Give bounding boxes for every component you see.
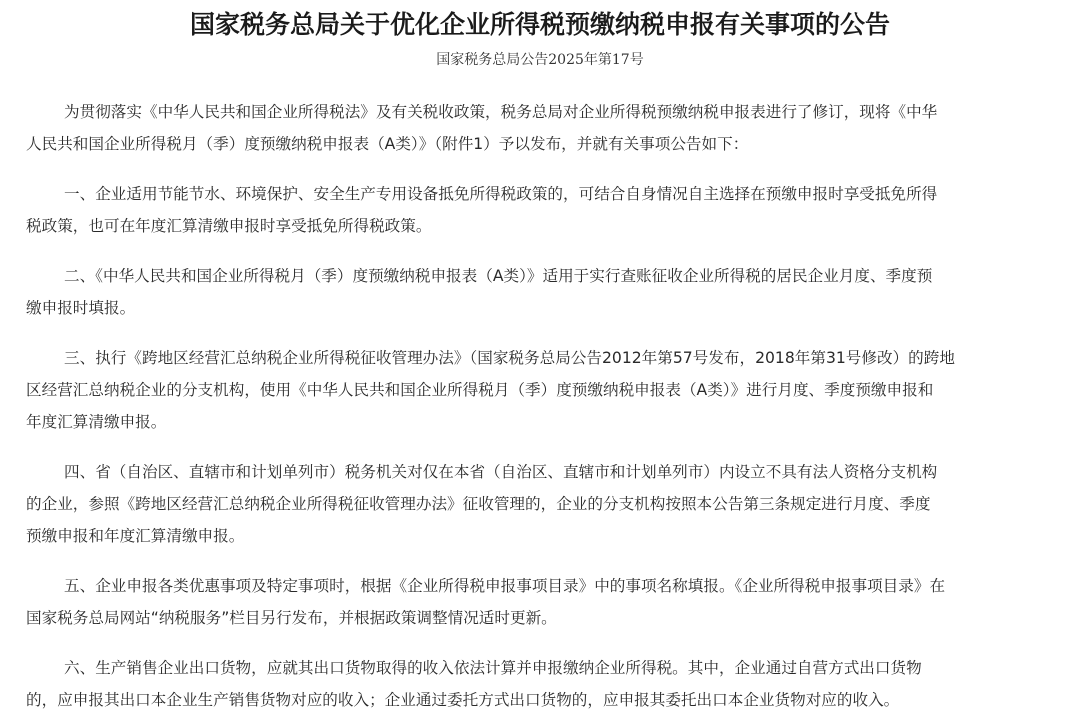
text-line: 税政策，也可在年度汇算清缴申报时享受抵免所得税政策。 — [26, 217, 432, 235]
text-line: 五、企业申报各类优惠事项及特定事项时，根据《企业所得税申报事项目录》中的事项名称填报。《企业所得税申报事项目录》在 — [64, 577, 946, 595]
paragraph-item-4 — [26, 456, 1056, 552]
paragraph-item-1 — [26, 178, 1056, 242]
text-line: 缴申报时填报。 — [26, 299, 136, 317]
text-line: 为贯彻落实《中华人民共和国企业所得税法》及有关税收政策，税务总局对企业所得税预缴纳税申报表进行了修订，现将《中华 — [64, 103, 938, 121]
text-line: 预缴申报和年度汇算清缴申报。 — [26, 527, 245, 545]
text-line: 六、生产销售企业出口货物，应就其出口货物取得的收入依法计算并申报缴纳企业所得税。其中，企业通过自营方式出口货物 — [64, 659, 922, 677]
text-line: 国家税务总局网站“纳税服务”栏目另行发布，并根据政策调整情况适时更新。 — [26, 609, 557, 627]
announcement-number: 国家税务总局公告2025年第17号 — [436, 52, 644, 68]
page-title: 国家税务总局关于优化企业所得税预缴纳税申报有关事项的公告 — [189, 10, 890, 39]
text-line: 四、省（自治区、直辖市和计划单列市）税务机关对仅在本省（自治区、直辖市和计划单列市）内设立不具有法人资格分支机构 — [64, 463, 938, 481]
text-line: 人民共和国企业所得税月（季）度预缴纳税申报表（A类）》（附件1）予以发布，并就有关事项公告如下： — [26, 135, 749, 153]
text-line: 的，应申报其出口本企业生产销售货物对应的收入；企业通过委托方式出口货物的，应申报其委托出口本企业货物对应的收入。 — [26, 691, 900, 709]
text-line: 二、《中华人民共和国企业所得税月（季）度预缴纳税申报表（A类）》适用于实行查账征收企业所得税的居民企业月度、季度预 — [64, 267, 933, 285]
text-line: 三、执行《跨地区经营汇总纳税企业所得税征收管理办法》（国家税务总局公告2012年第57号发布，2018年第31号修改）的跨地 — [64, 349, 955, 367]
text-line: 一、企业适用节能节水、环境保护、安全生产专用设备抵免所得税政策的，可结合自身情况自主选择在预缴申报时享受抵免所得 — [64, 185, 938, 203]
announcement-body — [26, 96, 1056, 715]
text-line: 年度汇算清缴申报。 — [26, 413, 167, 431]
paragraph-item-2 — [26, 260, 1056, 324]
paragraph-item-5 — [26, 570, 1056, 634]
paragraph-item-6 — [26, 652, 1056, 715]
paragraph-preamble — [26, 96, 1056, 160]
paragraph-item-3 — [26, 342, 1056, 438]
text-line: 区经营汇总纳税企业的分支机构，使用《中华人民共和国企业所得税月（季）度预缴纳税申报表（A类）》进行月度、季度预缴申报和 — [26, 381, 934, 399]
text-line: 的企业，参照《跨地区经营汇总纳税企业所得税征收管理办法》征收管理的，企业的分支机构按照本公告第三条规定进行月度、季度 — [26, 495, 931, 513]
